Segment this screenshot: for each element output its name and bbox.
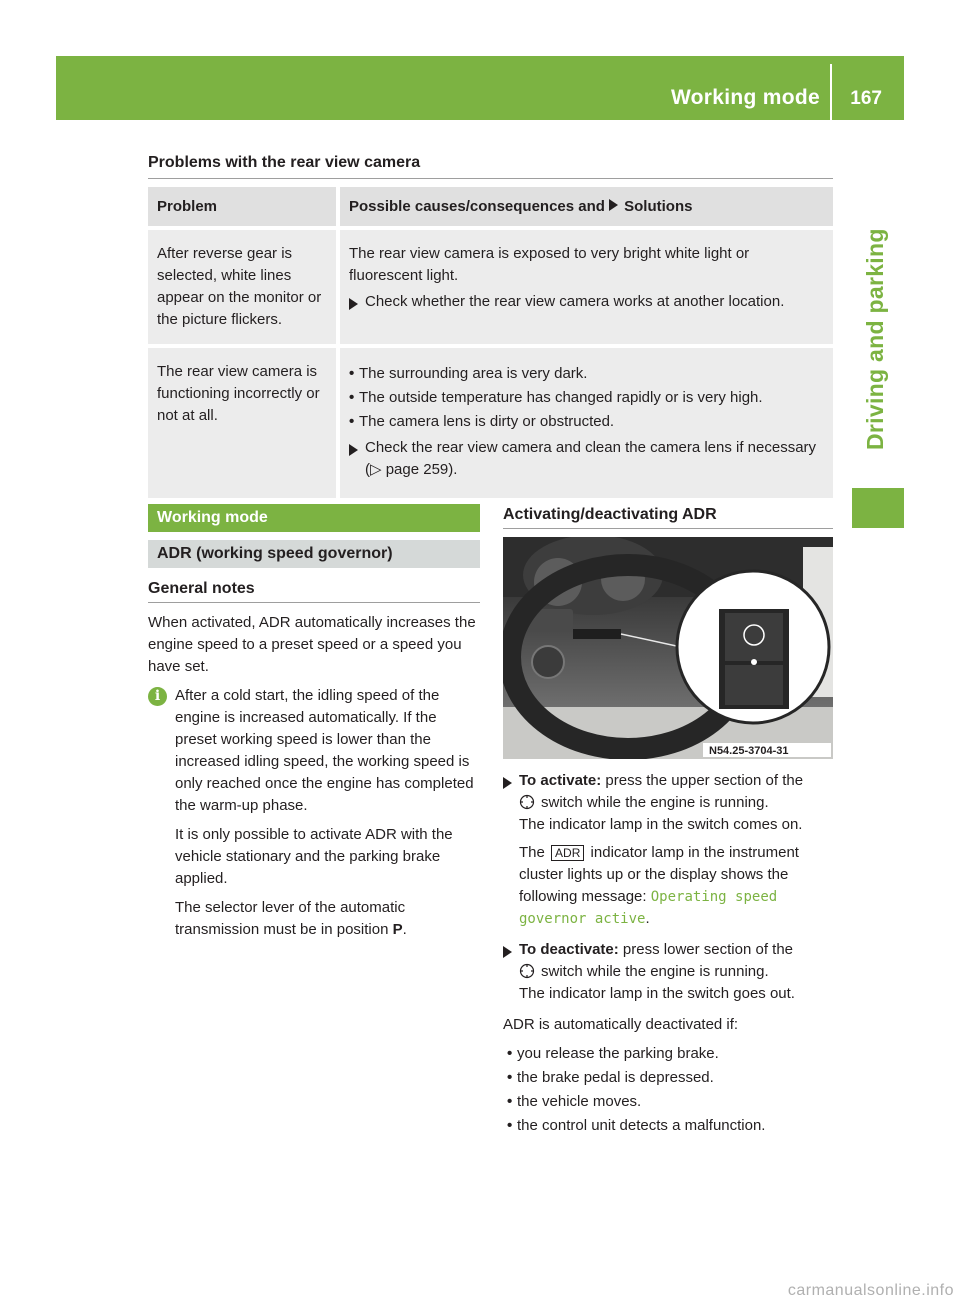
bullet-item: • The outside temperature has changed rapidly or is very high. xyxy=(349,387,824,409)
header-divider xyxy=(830,64,832,120)
list-item: • the control unit detects a malfunction. xyxy=(507,1115,835,1137)
intro-paragraph: When activated, ADR automatically increases the engine speed to a preset speed or a speed you have set. xyxy=(148,614,476,675)
activate-label: To activate: xyxy=(519,772,602,789)
deactivate-step xyxy=(503,939,835,1005)
table-header-row xyxy=(148,187,833,230)
note-paragraph xyxy=(175,897,480,941)
watermark: carmanualsonline.info xyxy=(787,1282,954,1299)
side-tab-label: Driving and parking xyxy=(862,228,888,450)
bullet-text: The camera lens is dirty or obstructed. xyxy=(359,413,615,430)
dashboard-illustration xyxy=(503,537,833,759)
note-paragraph: It is only possible to activate ADR with the vehicle stationary and the parking brake applied. xyxy=(175,826,453,887)
problem-cell: The rear view camera is functioning incorrectly or not at all. xyxy=(148,348,340,502)
page-header xyxy=(56,56,904,120)
auto-off-intro: ADR is automatically deactivated if: xyxy=(503,1016,739,1033)
adr-switch-icon xyxy=(519,963,535,979)
deactivate-label: To deactivate: xyxy=(519,941,619,958)
note-paragraph: After a cold start, the idling speed of the engine is increased automatically. If the preset working speed is lower than the increased idling speed, the working speed is only reached once the engine has completed the warm-up phase. xyxy=(175,687,474,814)
action-text: Check whether the rear view camera works at another location. xyxy=(365,293,785,310)
adr-post: indicator lamp in the instrument cluster lights up or the display shows the following message: xyxy=(519,844,799,905)
bullet-text: The outside temperature has changed rapidly or is very high. xyxy=(359,389,763,406)
photo-code: N54.25-3704-31 xyxy=(709,745,789,757)
adr-pre: The xyxy=(519,844,545,861)
action-arrow-icon xyxy=(609,199,618,211)
general-notes-rule xyxy=(148,602,480,603)
list-item-text: the brake pedal is depressed. xyxy=(517,1069,714,1086)
col-header-solutions xyxy=(340,187,833,230)
col-header-problem: Problem xyxy=(148,187,340,230)
side-tab-marker xyxy=(852,488,904,528)
activate-text: press the upper section of the xyxy=(605,772,804,789)
col-header-solutions-pre: Possible causes/consequences and xyxy=(349,198,605,215)
list-item-text: the vehicle moves. xyxy=(517,1093,642,1110)
page-number: 167 xyxy=(850,88,882,109)
bullet-item: • The surrounding area is very dark. xyxy=(349,363,824,385)
action-arrow-icon xyxy=(503,946,512,958)
info-note xyxy=(148,685,480,948)
table-row xyxy=(148,230,833,348)
activating-heading: Activating/deactivating ADR xyxy=(503,506,717,523)
list-item: • you release the parking brake. xyxy=(507,1043,835,1065)
adr-switch-photo xyxy=(503,537,833,759)
section-rule xyxy=(148,178,833,179)
activate-step xyxy=(503,770,835,930)
col-header-solutions-post: Solutions xyxy=(624,198,693,215)
header-title: Working mode xyxy=(670,86,820,109)
bullet-item: • The camera lens is dirty or obstructed. xyxy=(349,411,824,433)
adr-indicator-text: The ADR indicator lamp in the instrument cluster lights up or the display shows the following message: Operating speed governor active. xyxy=(519,844,799,927)
action-arrow-icon xyxy=(349,298,358,310)
problem-cell: After reverse gear is selected, white lines appear on the monitor or the picture flickers. xyxy=(148,230,340,348)
right-column xyxy=(503,770,835,1139)
list-item-text: the control unit detects a malfunction. xyxy=(517,1117,766,1134)
action-item xyxy=(349,291,824,317)
list-item: • the vehicle moves. xyxy=(507,1091,835,1113)
deactivate-switch-text: switch while the engine is running. xyxy=(541,963,769,980)
solution-cell xyxy=(340,348,833,502)
adr-switch-icon xyxy=(519,794,535,810)
left-column xyxy=(148,612,480,948)
bullet-text: The surrounding area is very dark. xyxy=(359,365,588,382)
action-arrow-icon xyxy=(349,444,358,456)
adr-band xyxy=(148,540,480,568)
display-message: Operating speed governor active xyxy=(519,889,778,927)
section-title: Problems with the rear view camera xyxy=(148,154,421,171)
working-mode-heading: Working mode xyxy=(157,509,268,526)
solution-cell xyxy=(340,230,833,348)
adr-heading: ADR (working speed governor) xyxy=(157,545,393,562)
activating-rule xyxy=(503,528,833,529)
position-letter: P xyxy=(392,921,403,938)
activate-switch-text: switch while the engine is running. xyxy=(541,794,769,811)
deactivate-text: press lower section of the xyxy=(622,941,794,958)
list-item-text: you release the parking brake. xyxy=(517,1045,719,1062)
table-row xyxy=(148,348,833,502)
cause-text: The rear view camera is exposed to very bright white light or fluorescent light. xyxy=(349,245,750,284)
deactivate-lamp-text: The indicator lamp in the switch goes out. xyxy=(519,985,795,1002)
note-text: . xyxy=(402,921,407,938)
activate-lamp-text: The indicator lamp in the switch comes on. xyxy=(519,816,803,833)
info-icon: i xyxy=(148,687,167,706)
general-notes-heading: General notes xyxy=(148,580,255,597)
action-arrow-icon xyxy=(503,777,512,789)
working-mode-band xyxy=(148,504,480,532)
list-item: • the brake pedal is depressed. xyxy=(507,1067,835,1089)
action-text: Check the rear view camera and clean the camera lens if necessary (▷ page 259). xyxy=(365,439,817,478)
note-text: The selector lever of the automatic transmission must be in position xyxy=(175,899,406,938)
action-item xyxy=(349,437,824,481)
adr-symbol-icon: ADR xyxy=(551,845,584,861)
problems-table xyxy=(148,187,833,502)
